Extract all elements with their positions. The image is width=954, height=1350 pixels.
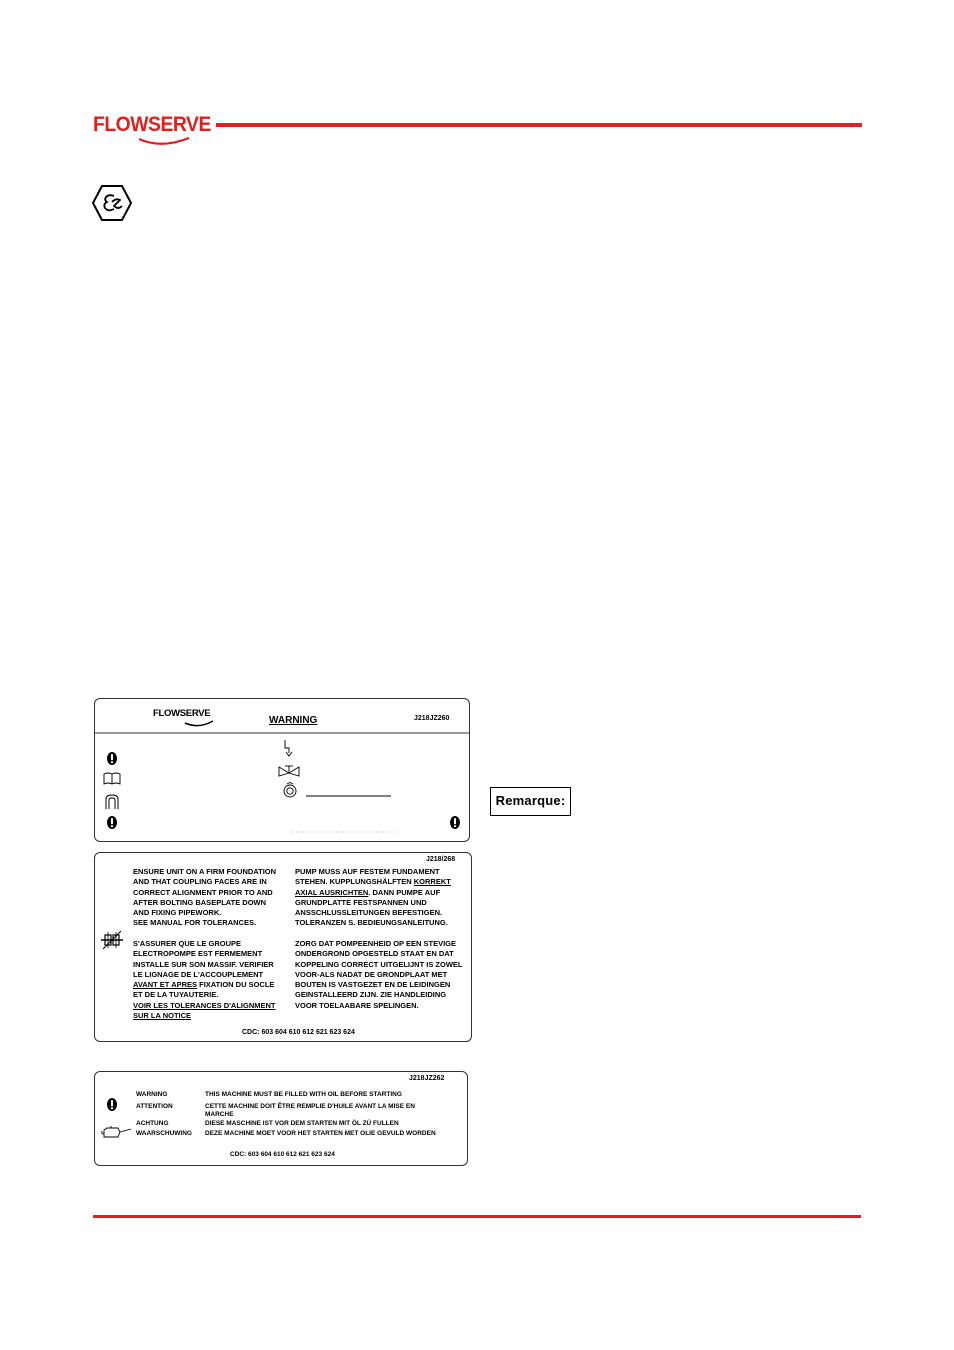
- alignment-icon: [100, 929, 124, 951]
- exclamation-icon: [107, 816, 117, 829]
- plate2-french-text: S'ASSURER QUE LE GROUPE ELECTROPOMPE EST FERMEMENT INSTALLE SUR SON MASSIF. VERIFIER LE LIGNAGE DE L'ACCOUPLEMENT AVANT ET APRES FIXATION DU SOCLE ET DE LA TUYAUTERIE. VOIR LES TOLERANCES D'ALIGNMENT SUR LA NOTICE: [133, 939, 276, 1021]
- exclamation-icon: [107, 752, 117, 765]
- plate1-brand: FLOWSERVE: [153, 708, 211, 719]
- remarque-note-label: Remarque:: [490, 787, 571, 816]
- plate1-code: J218JZ260: [414, 715, 450, 722]
- alignment-plate-j218-268: [94, 852, 472, 1042]
- oil-fill-plate-j218jz262: [94, 1071, 468, 1166]
- lightning-icon: [282, 739, 294, 757]
- plate3-cdc: CDC: 603 604 610 612 621 623 624: [230, 1151, 335, 1158]
- plate2-code: J218/268: [426, 856, 456, 863]
- coupling-guard-icon: [104, 794, 120, 810]
- ex-atex-icon: [92, 184, 132, 222]
- plate2-dutch-text: ZORG DAT POMPEENHEID OP EEN STEVIGE ONDERGROND OPGESTELD STAAT EN DAT KOPPELING CORRECT UITGELIJNT IS ZOWEL VOOR-ALS NADAT DE GRONDPLAAT MET BOUTEN IS VASTGEZET EN DE LEIDINGEN GEINSTALLEERD ZIJN. ZIE HANDLEIDING VOOR TOELAABARE SPELINGEN.: [295, 939, 463, 1010]
- plate2-cdc: CDC: 603 604 610 612 621 623 624: [242, 1029, 355, 1036]
- flowserve-logo: [93, 113, 211, 145]
- plate3-labels: WARNING ATTENTION ACHTUNG WAARSCHUWING: [136, 1091, 192, 1137]
- warning-plate-j218jz260: [94, 698, 470, 842]
- logo-swoosh-icon: [93, 113, 211, 147]
- footer-rule: [93, 1215, 861, 1218]
- exclamation-icon: [107, 1098, 117, 1111]
- rotation-icon: [282, 782, 298, 798]
- plate3-messages: THIS MACHINE MUST BE FILLED WITH OIL BEFORE STARTING CETTE MACHINE DOIT ÊTRE REMPLIE D'HUILE AVANT LA MISE EN MARCHE DIESE MASCHINE IST VOR DEM STARTEN MIT ÖL ZÜ FULLEN DEZE MACHINE MOET VOOR HET STARTEN MET OLIE GEVULD WORDEN: [205, 1091, 436, 1137]
- plate1-title: WARNING: [269, 715, 318, 726]
- valve-icon: [278, 763, 300, 777]
- logo-wordmark: FLOWSERVE: [93, 113, 211, 136]
- manual-book-icon: [103, 772, 121, 785]
- header-rule: [216, 123, 862, 127]
- plate2-german-text: PUMP MUSS AUF FESTEM FUNDAMENT STEHEN. KUPPLUNGSHÄLFTEN KORREKT AXIAL AUSRICHTEN. DANN PUMPE AUF GRUNDPLATTE FESTSPANNEN UND ANSSCHLUSSLEITUNGEN BEFESTIGEN. TOLERANZEN S. BEDIEUNGSANLEITUNG.: [295, 867, 451, 928]
- exclamation-icon: [450, 816, 460, 829]
- plate3-code: J218JZ262: [409, 1075, 445, 1082]
- plate2-english-text: ENSURE UNIT ON A FIRM FOUNDATION AND THAT COUPLING FACES ARE IN CORRECT ALIGNMENT PRIOR TO AND AFTER BOLTING BASEPLATE DOWN AND FIXING PIPEWORK. SEE MANUAL FOR TOLERANCES.: [133, 867, 277, 928]
- oil-can-icon: [101, 1125, 133, 1139]
